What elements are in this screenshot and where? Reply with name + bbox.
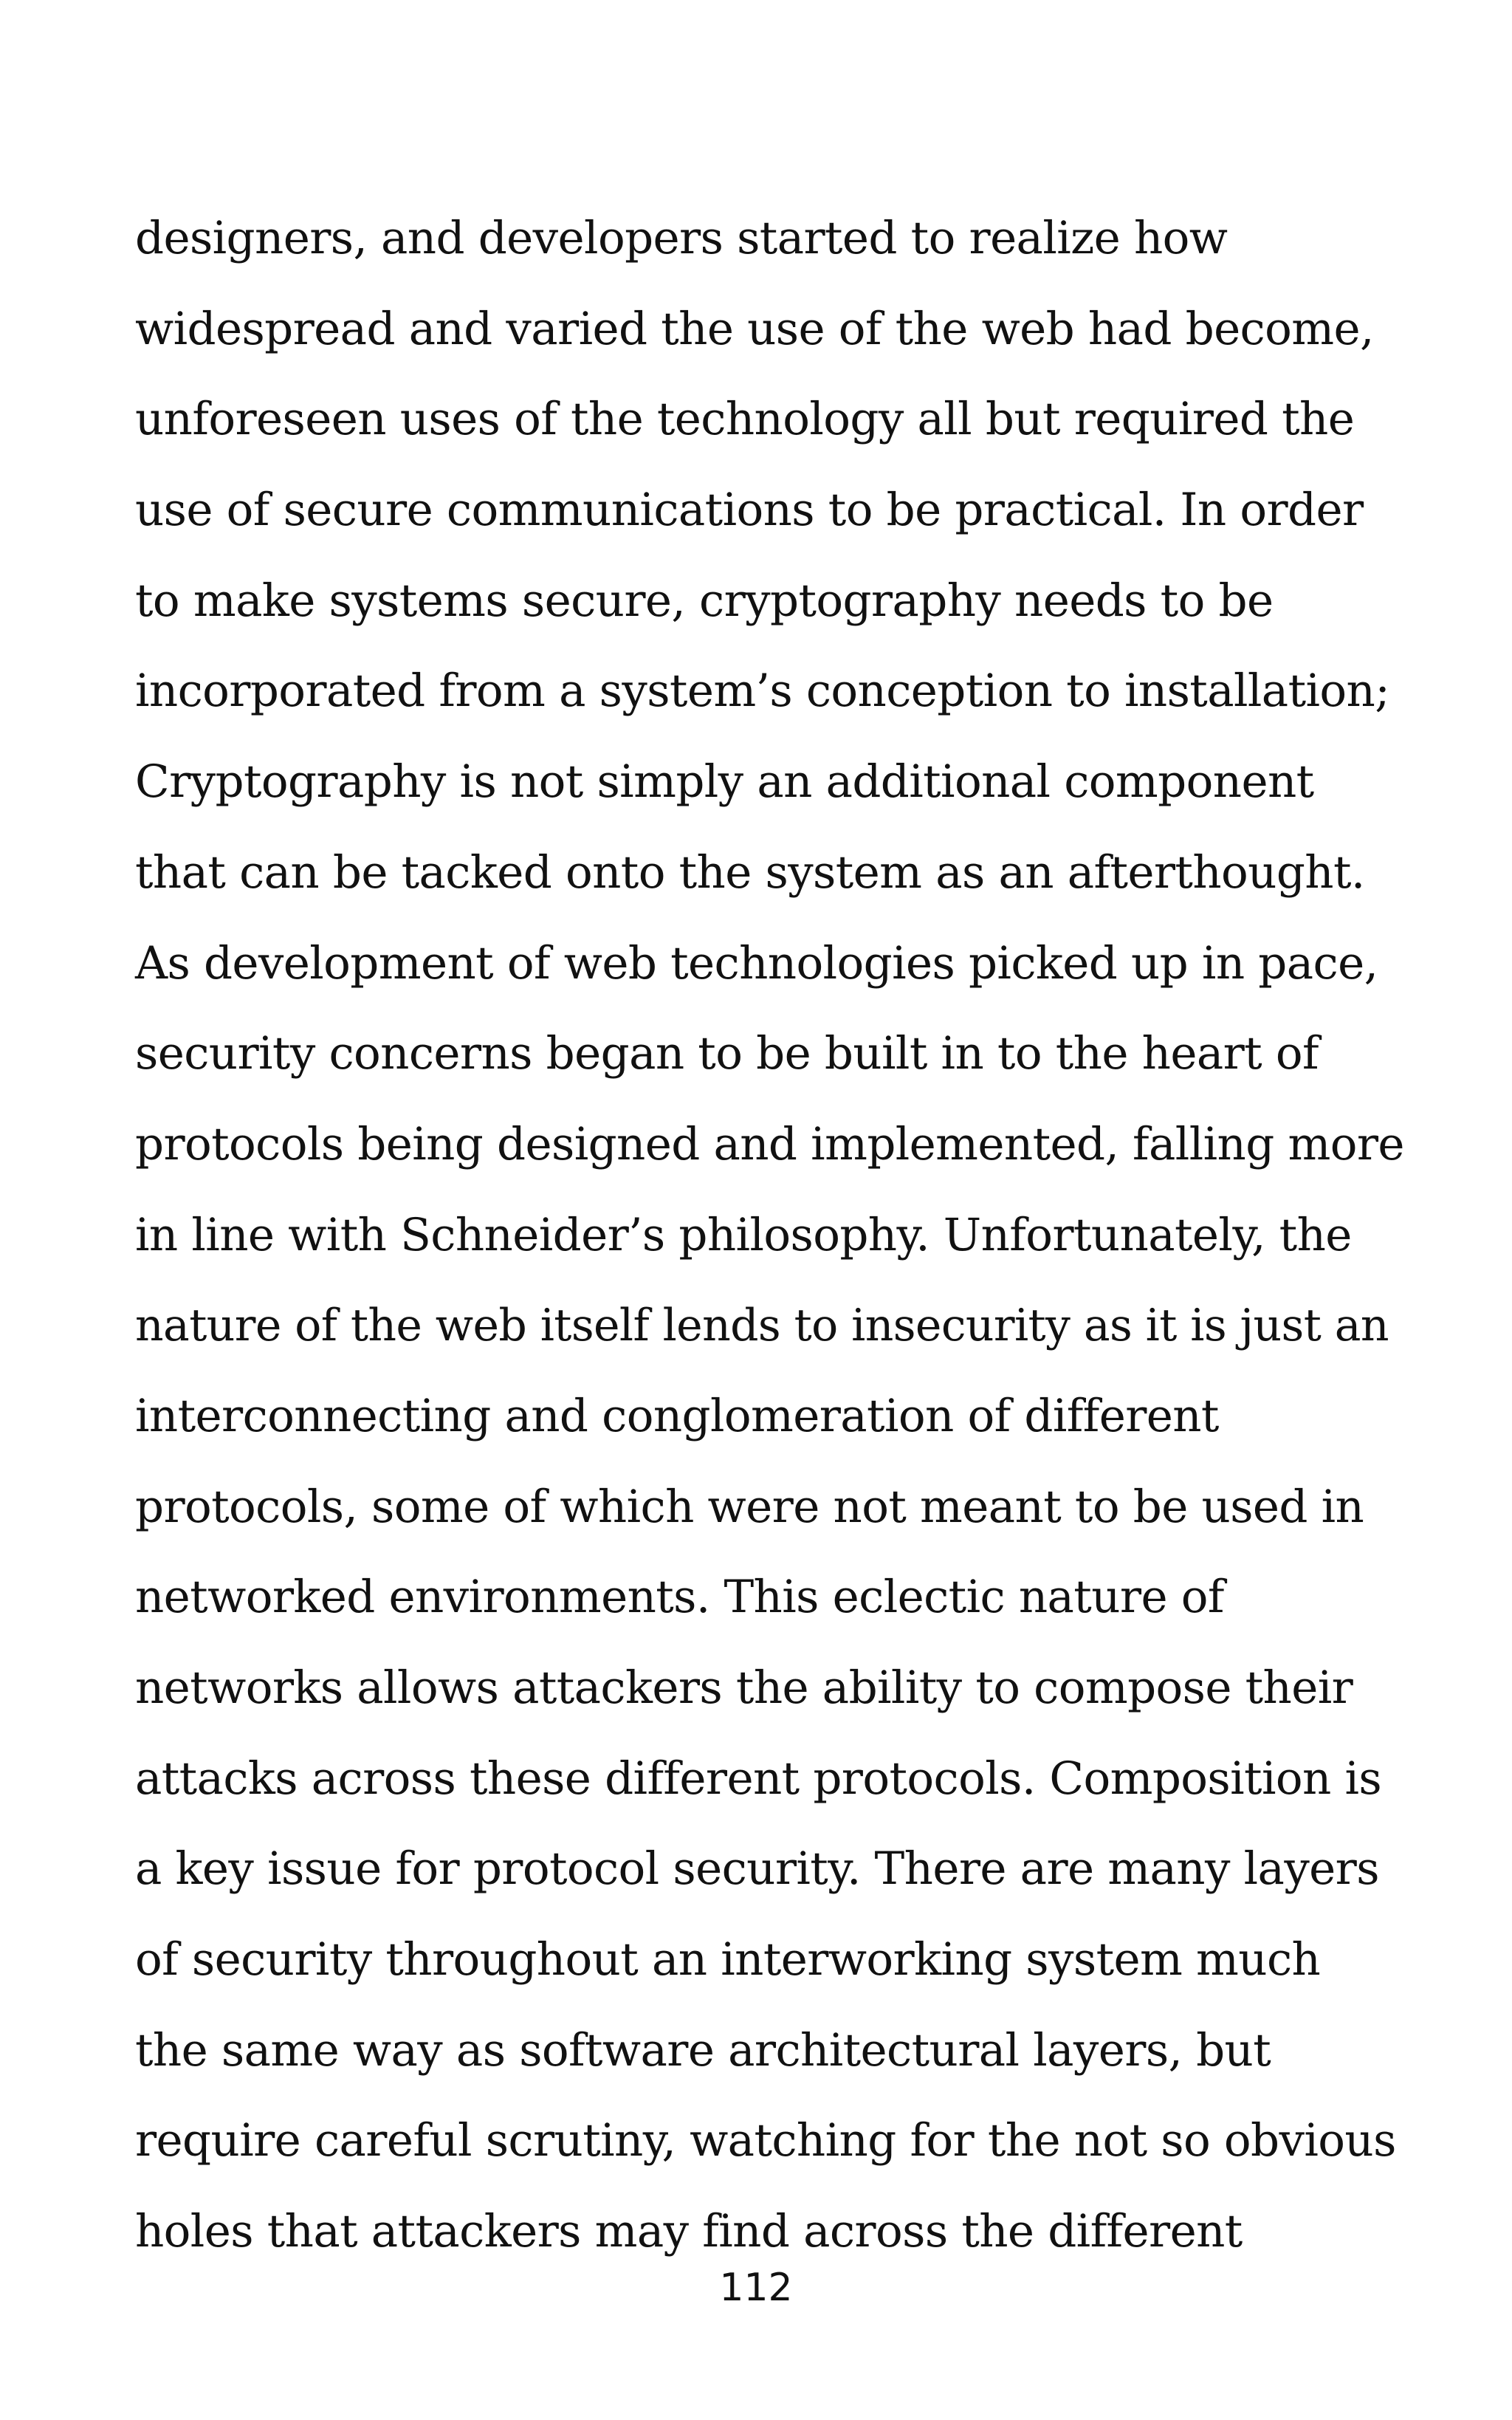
text-line: require careful scrutiny, watching for the not so obvious (135, 2114, 1396, 2167)
text-line: security concerns began to be built in to the heart of (135, 1027, 1319, 1080)
text-line: unforeseen uses of the technology all but required the (135, 393, 1355, 446)
text-line: protocols being designed and implemented, falling more (135, 1117, 1404, 1170)
text-line: the same way as software architectural layers, but (135, 2023, 1271, 2077)
text-line: use of secure communications to be practical. In order (135, 484, 1364, 537)
text-line: that can be tacked onto the system as an afterthought. (135, 846, 1365, 899)
text-line: protocols, some of which were not meant to be used in (135, 1480, 1364, 1533)
text-line: designers, and developers started to realize how (135, 212, 1228, 264)
text-line: networked environments. This eclectic nature of (135, 1571, 1224, 1624)
text-line: attacks across these different protocols. Composition is (135, 1752, 1382, 1805)
text-line: holes that attackers may find across the different (135, 2205, 1243, 2258)
text-line: of security throughout an interworking system much (135, 1933, 1321, 1987)
text-line: widespread and varied the use of the web had become, (135, 302, 1374, 355)
text-line: to make systems secure, cryptography needs to be (135, 574, 1274, 627)
text-line: a key issue for protocol security. There are many layers (135, 1843, 1379, 1896)
text-line: networks allows attackers the ability to compose their (135, 1662, 1353, 1714)
text-line: in line with Schneider’s philosophy. Unfortunately, the (135, 1208, 1352, 1261)
text-line: nature of the web itself lends to insecurity as it is just an (135, 1300, 1389, 1352)
text-line: Cryptography is not simply an additional component (135, 755, 1314, 809)
text-line: incorporated from a system’s conception to installation; (135, 665, 1390, 718)
body-text (135, 193, 1405, 2277)
page-number: 112 (719, 2266, 793, 2310)
text-line: As development of web technologies picked up in pace, (135, 936, 1378, 990)
text-line: interconnecting and conglomeration of different (135, 1389, 1219, 1442)
